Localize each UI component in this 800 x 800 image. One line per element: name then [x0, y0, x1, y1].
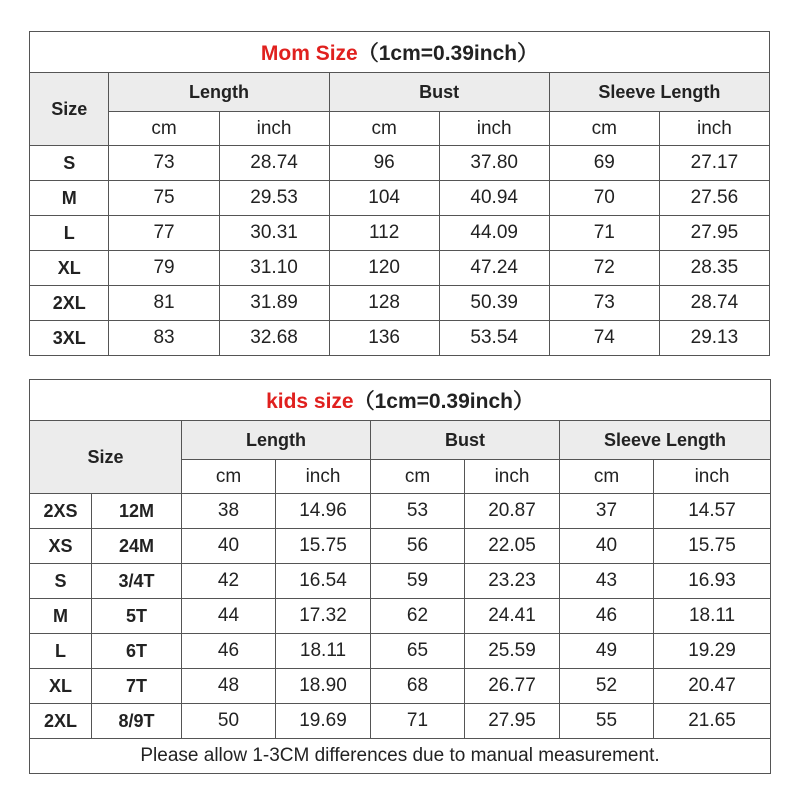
kids-size-row: [30, 669, 771, 704]
mom-measure-cell: 70: [549, 181, 659, 216]
kids-measure-cell: 49: [560, 634, 654, 669]
mom-size-table: [29, 31, 770, 356]
mom-measure-cell: 75: [109, 181, 219, 216]
mom-measure-cell: 28.74: [219, 146, 329, 181]
kids-size-label: M: [30, 599, 92, 634]
kids-bust-header: Bust: [371, 421, 560, 460]
mom-title-label: Mom Size: [260, 42, 358, 65]
kids-measure-cell: 19.69: [276, 704, 371, 739]
kids-measure-cell: 62: [371, 599, 465, 634]
kids-table-title: [30, 380, 771, 421]
mom-size-label: 3XL: [30, 321, 109, 356]
kids-age-label: 6T: [92, 634, 182, 669]
kids-size-row: [30, 529, 771, 564]
mom-measure-cell: 74: [549, 321, 659, 356]
mom-unit-inch: inch: [439, 112, 549, 146]
mom-size-row: [30, 181, 770, 216]
kids-measure-cell: 18.11: [276, 634, 371, 669]
kids-measure-cell: 44: [182, 599, 276, 634]
mom-measure-cell: 30.31: [219, 216, 329, 251]
kids-measure-cell: 65: [371, 634, 465, 669]
kids-size-row: [30, 564, 771, 599]
mom-measure-cell: 83: [109, 321, 219, 356]
mom-measure-cell: 77: [109, 216, 219, 251]
mom-measure-cell: 29.53: [219, 181, 329, 216]
kids-measure-cell: 59: [371, 564, 465, 599]
kids-measure-cell: 15.75: [276, 529, 371, 564]
mom-measure-cell: 96: [329, 146, 439, 181]
kids-size-label: XL: [30, 669, 92, 704]
kids-size-row: [30, 704, 771, 739]
mom-table-title: [30, 32, 770, 73]
mom-size-row: [30, 321, 770, 356]
kids-size-label: XS: [30, 529, 92, 564]
kids-measure-cell: 16.93: [654, 564, 771, 599]
kids-measure-cell: 71: [371, 704, 465, 739]
mom-unit-cm: cm: [549, 112, 659, 146]
kids-age-label: 5T: [92, 599, 182, 634]
kids-unit-cm: cm: [371, 460, 465, 494]
mom-unit-cm: cm: [109, 112, 219, 146]
mom-size-row: [30, 146, 770, 181]
kids-measure-cell: 16.54: [276, 564, 371, 599]
mom-size-label: 2XL: [30, 286, 109, 321]
mom-measure-cell: 47.24: [439, 251, 549, 286]
mom-size-row: [30, 216, 770, 251]
kids-size-table: [29, 379, 771, 774]
kids-measure-cell: 18.11: [654, 599, 771, 634]
kids-unit-inch: inch: [465, 460, 560, 494]
kids-unit-cm: cm: [182, 460, 276, 494]
mom-measure-cell: 27.95: [659, 216, 769, 251]
kids-age-label: 24M: [92, 529, 182, 564]
mom-measure-cell: 27.17: [659, 146, 769, 181]
kids-measure-cell: 21.65: [654, 704, 771, 739]
kids-title-label: kids size: [266, 390, 354, 413]
kids-size-row: [30, 494, 771, 529]
kids-age-label: 12M: [92, 494, 182, 529]
kids-measure-cell: 25.59: [465, 634, 560, 669]
mom-measure-cell: 32.68: [219, 321, 329, 356]
mom-measure-cell: 28.74: [659, 286, 769, 321]
kids-length-header: Length: [182, 421, 371, 460]
mom-unit-cm: cm: [329, 112, 439, 146]
kids-size-label: L: [30, 634, 92, 669]
mom-sleeve-header: Sleeve Length: [549, 73, 769, 112]
mom-measure-cell: 44.09: [439, 216, 549, 251]
kids-measure-cell: 14.96: [276, 494, 371, 529]
kids-measure-cell: 48: [182, 669, 276, 704]
kids-measure-cell: 46: [182, 634, 276, 669]
mom-measure-cell: 28.35: [659, 251, 769, 286]
mom-measure-cell: 31.10: [219, 251, 329, 286]
kids-measure-cell: 46: [560, 599, 654, 634]
kids-size-label: 2XS: [30, 494, 92, 529]
mom-measure-cell: 104: [329, 181, 439, 216]
mom-size-row: [30, 251, 770, 286]
kids-measure-cell: 68: [371, 669, 465, 704]
kids-size-label: 2XL: [30, 704, 92, 739]
mom-size-label: L: [30, 216, 109, 251]
kids-size-row: [30, 634, 771, 669]
kids-measure-cell: 43: [560, 564, 654, 599]
mom-measure-cell: 71: [549, 216, 659, 251]
mom-measure-cell: 136: [329, 321, 439, 356]
kids-size-row: [30, 599, 771, 634]
kids-measure-cell: 19.29: [654, 634, 771, 669]
mom-unit-inch: inch: [219, 112, 329, 146]
mom-measure-cell: 40.94: [439, 181, 549, 216]
mom-length-header: Length: [109, 73, 329, 112]
kids-sleeve-header: Sleeve Length: [560, 421, 771, 460]
kids-measure-cell: 14.57: [654, 494, 771, 529]
kids-unit-inch: inch: [654, 460, 771, 494]
kids-measure-cell: 40: [182, 529, 276, 564]
mom-size-row: [30, 286, 770, 321]
mom-table-body: [30, 146, 770, 356]
mom-size-label: M: [30, 181, 109, 216]
mom-measure-cell: 29.13: [659, 321, 769, 356]
kids-measure-cell: 20.87: [465, 494, 560, 529]
mom-measure-cell: 73: [549, 286, 659, 321]
kids-measure-cell: 40: [560, 529, 654, 564]
mom-measure-cell: 69: [549, 146, 659, 181]
kids-measure-cell: 50: [182, 704, 276, 739]
kids-measure-cell: 20.47: [654, 669, 771, 704]
mom-measure-cell: 37.80: [439, 146, 549, 181]
mom-measure-cell: 79: [109, 251, 219, 286]
kids-measure-cell: 23.23: [465, 564, 560, 599]
mom-measure-cell: 73: [109, 146, 219, 181]
kids-measure-cell: 24.41: [465, 599, 560, 634]
kids-unit-inch: inch: [276, 460, 371, 494]
kids-measure-cell: 38: [182, 494, 276, 529]
mom-size-label: S: [30, 146, 109, 181]
kids-measure-cell: 56: [371, 529, 465, 564]
kids-unit-cm: cm: [560, 460, 654, 494]
mom-measure-cell: 128: [329, 286, 439, 321]
kids-size-header: Size: [30, 421, 182, 494]
measurement-note: Please allow 1-3CM differences due to manual measurement.: [30, 739, 771, 774]
kids-title-conversion: （1cm=0.39inch）: [353, 390, 534, 413]
kids-age-label: 3/4T: [92, 564, 182, 599]
kids-measure-cell: 17.32: [276, 599, 371, 634]
mom-bust-header: Bust: [329, 73, 549, 112]
kids-measure-cell: 18.90: [276, 669, 371, 704]
kids-measure-cell: 42: [182, 564, 276, 599]
mom-measure-cell: 120: [329, 251, 439, 286]
kids-age-label: 8/9T: [92, 704, 182, 739]
kids-measure-cell: 15.75: [654, 529, 771, 564]
mom-title-conversion: （1cm=0.39inch）: [357, 42, 539, 65]
mom-measure-cell: 53.54: [439, 321, 549, 356]
kids-measure-cell: 37: [560, 494, 654, 529]
mom-size-header: Size: [30, 73, 109, 146]
kids-measure-cell: 53: [371, 494, 465, 529]
mom-measure-cell: 72: [549, 251, 659, 286]
kids-table-body: [30, 494, 771, 739]
kids-measure-cell: 52: [560, 669, 654, 704]
kids-measure-cell: 27.95: [465, 704, 560, 739]
kids-size-label: S: [30, 564, 92, 599]
mom-measure-cell: 81: [109, 286, 219, 321]
kids-measure-cell: 22.05: [465, 529, 560, 564]
kids-age-label: 7T: [92, 669, 182, 704]
mom-measure-cell: 27.56: [659, 181, 769, 216]
mom-measure-cell: 112: [329, 216, 439, 251]
kids-measure-cell: 26.77: [465, 669, 560, 704]
mom-size-label: XL: [30, 251, 109, 286]
kids-measure-cell: 55: [560, 704, 654, 739]
mom-measure-cell: 50.39: [439, 286, 549, 321]
mom-measure-cell: 31.89: [219, 286, 329, 321]
mom-unit-inch: inch: [659, 112, 769, 146]
